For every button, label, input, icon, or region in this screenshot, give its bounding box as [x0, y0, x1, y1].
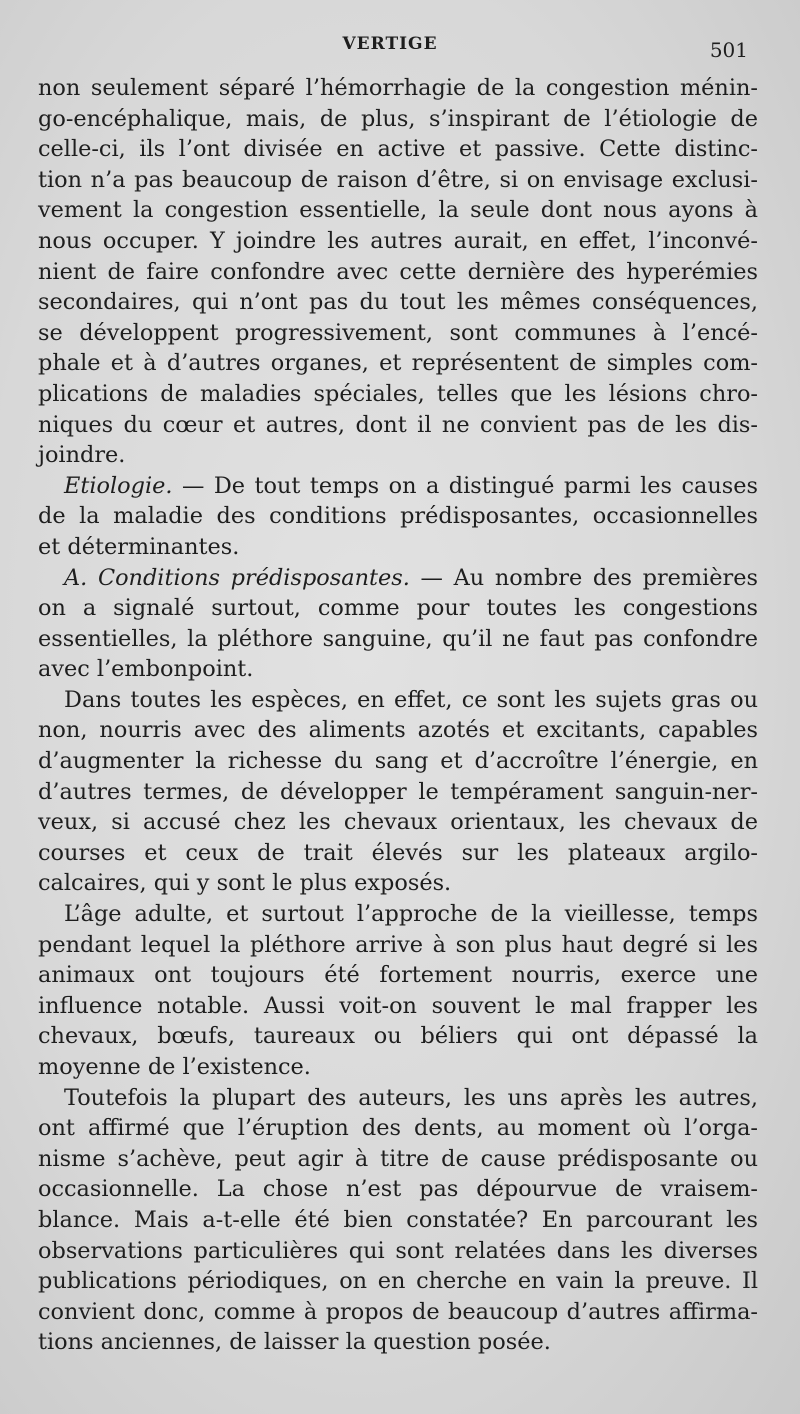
text-line: celle-ci, ils l’ont divisée en active et passive. Cette distinc- — [38, 136, 758, 163]
text-line: go-encéphalique, mais, de plus, s’inspirant de l’étiologie de — [38, 105, 758, 132]
text-line: essentielles, la pléthore sanguine, qu’il ne faut pas confondre — [38, 625, 758, 652]
text-line: publications périodiques, on en cherche en vain la preuve. Il — [38, 1268, 758, 1295]
text-line: plications de maladies spéciales, telles que les lésions chro- — [38, 380, 758, 407]
text-line: moyenne de l’existence. — [38, 1054, 311, 1080]
text-line: calcaires, qui y sont le plus exposés. — [38, 870, 452, 897]
text-line: Dans toutes les espèces, en effet, ce sont les sujets gras ou — [64, 686, 758, 713]
paragraph — [38, 73, 758, 471]
text-line: nisme s’achève, peut agir à titre de cause prédisposante ou — [38, 1145, 758, 1172]
section-heading: Etiologie. — [64, 472, 173, 499]
text-line: niques du cœur et autres, dont il ne convient pas de les dis- — [38, 411, 758, 438]
page-header — [0, 30, 800, 60]
text-line: convient donc, comme à propos de beaucoup d’autres affirma- — [38, 1298, 758, 1325]
text-line: blance. Mais a-t-elle été bien constatée? En parcourant les — [38, 1206, 758, 1233]
text-line: tions anciennes, de laisser la question posée. — [38, 1329, 551, 1356]
text-line — [38, 471, 758, 502]
text-line: chevaux, bœufs, taureaux ou béliers qui ont dépassé la — [38, 1023, 758, 1050]
text-line: occasionnelle. La chose n’est pas dépourvue de vraisem- — [38, 1176, 758, 1203]
text-line: nient de faire confondre avec cette dernière des hyperémies — [38, 258, 758, 285]
text-run: — Au nombre des premières — [409, 564, 758, 591]
text-line: de la maladie des conditions prédisposantes, occasionnelles — [38, 503, 758, 530]
section-heading: A. Conditions prédisposantes. — [64, 564, 410, 591]
text-line: ont affirmé que l’éruption des dents, au moment où l’orga- — [38, 1115, 758, 1142]
paragraph — [38, 471, 758, 563]
text-line: secondaires, qui n’ont pas du tout les mêmes conséquences, — [38, 289, 758, 316]
text-line: influence notable. Aussi voit-on souvent le mal frapper les — [38, 992, 758, 1019]
text-line: Toutefois la plupart des auteurs, les uns après les autres, — [64, 1084, 758, 1111]
text-line: joindre. — [38, 442, 126, 469]
paragraph — [38, 1083, 758, 1358]
running-title: VERTIGE — [342, 34, 438, 54]
page-number: 501 — [709, 38, 748, 62]
paragraph — [38, 685, 758, 899]
text-line: d’augmenter la richesse du sang et d’accroître l’énergie, en — [38, 748, 758, 775]
text-line: nous occuper. Y joindre les autres aurait, en effet, l’inconvé- — [38, 227, 758, 254]
text-line: on a signalé surtout, comme pour toutes les congestions — [38, 595, 758, 622]
text-run: — De tout temps on a distingué parmi les causes — [172, 472, 758, 499]
text-line: non seulement séparé l’hémorrhagie de la congestion ménin- — [38, 75, 758, 101]
text-line: observations particulières qui sont relatées dans les diverses — [38, 1237, 758, 1264]
text-line — [38, 563, 758, 594]
text-line: et déterminantes. — [38, 533, 240, 560]
paragraph — [38, 899, 758, 1083]
text-line: courses et ceux de trait élevés sur les plateaux argilo- — [38, 839, 758, 866]
text-line: L’âge adulte, et surtout l’approche de la vieillesse, temps — [64, 901, 758, 928]
paragraph — [38, 563, 758, 685]
text-line: d’autres termes, de développer le tempérament sanguin-ner- — [38, 778, 758, 805]
text-line: veux, si accusé chez les chevaux orientaux, les chevaux de — [38, 809, 758, 836]
text-line: non, nourris avec des aliments azotés et excitants, capables — [38, 717, 758, 744]
text-line: animaux ont toujours été fortement nourris, exerce une — [38, 962, 758, 989]
text-line: phale et à d’autres organes, et représentent de simples com- — [38, 350, 758, 377]
body-text — [38, 73, 758, 1358]
text-line: tion n’a pas beaucoup de raison d’être, si on envisage exclusi- — [38, 166, 758, 193]
text-line: avec l’embonpoint. — [38, 656, 254, 683]
text-line: vement la congestion essentielle, la seule dont nous ayons à — [38, 197, 758, 224]
text-line: pendant lequel la pléthore arrive à son plus haut degré si les — [38, 931, 758, 958]
text-line: se développent progressivement, sont communes à l’encé- — [38, 319, 758, 346]
